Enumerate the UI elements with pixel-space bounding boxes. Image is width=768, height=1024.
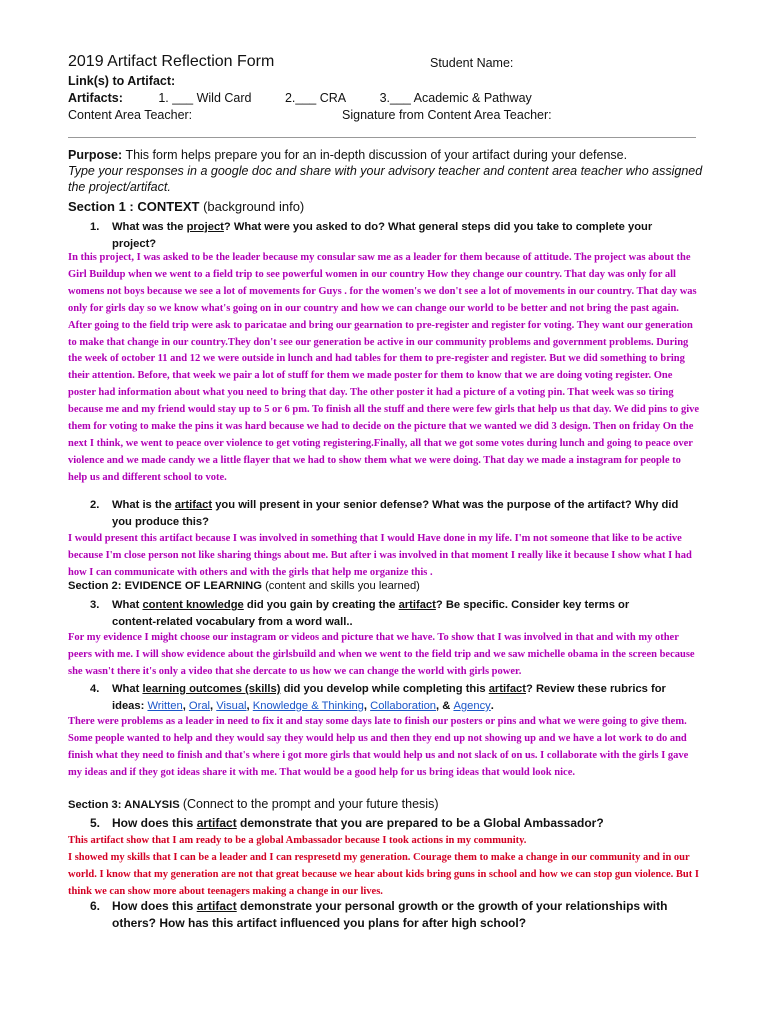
links-to-artifact-label: Link(s) to Artifact: (68, 74, 176, 88)
artifacts-row (68, 91, 562, 105)
question-number: 3. (90, 599, 100, 611)
purpose-text: This form helps prepare you for an in-depth discussion of your artifact during your defense. (125, 148, 628, 162)
question-number: 4. (90, 683, 100, 695)
question-number: 6. (90, 899, 101, 913)
form-title: 2019 Artifact Reflection Form (68, 53, 275, 70)
section-1-heading (68, 199, 304, 214)
purpose-instructions: Type your responses in a google doc and share with your advisory teacher and content area teacher who assigned the project/artifact. (68, 164, 703, 194)
student-name-label: Student Name: (430, 56, 514, 70)
rubric-link-collaboration[interactable]: Collaboration (370, 700, 437, 712)
question-6: 6. How does this artifact demonstrate your personal growth or the growth of your relationships with others? How has this artifact influenced you plans for after high school? (90, 899, 668, 930)
artifact-option-wild-card: 1. ___ Wild Card (158, 91, 252, 105)
rubric-link-written[interactable]: Written (147, 700, 183, 712)
purpose-block (68, 147, 708, 195)
divider (68, 137, 696, 138)
section-3-title: Section 3: ANALYSIS (68, 799, 180, 811)
section-3-heading (68, 797, 439, 811)
answer-1: In this project, I was asked to be the leader because my consular saw me as a leader for them because of attitude. The project was about the Girl Buildup when we went to a field trip to see powerful women in our country How they change our country. That day was only for all womens not boys because we see a lot of movements for Guys . for the women's we don't see a lot of movements in our country. That day was only for girls day so we know what's going on in our country and how we can change our world to be better and not bring the past again. After going to the field trip were ask to paricatae and bring our gearnation to pre-register and register for voting. They want our generation to make that change in our country.They don't see our generation be active in our community problems and government problems. During the week of october 11 and 12 we were outside in lunch and had tables for them to pre-register and register. But we did something to bring their attention. Before, that week we pair a lot of stuff for them we made poster for them to know that we are doing voting register. One poster had information about what you need to bring that day. The other poster it had a picture of a voting pin. That week was so tiring because me and my friend would stay up to 5 or 6 pm. To finish all the stuff and there were few girls that help us that day. We did pins to give them for voting to make the pins it was hard because we had to decide on the picture that we wanted we did 3 design. Then on friday On the next I think, we went to peace over violence to get voting registering.Finally, all that we got some votes during lunch and going to peace over violence and we made candy we a little flayer that we had to show them what we were doing. That day we made a instagram for people to help us and different school to vote. (68, 252, 700, 483)
answer-2: I would present this artifact because I was involved in something that I would Have done in my life. I'm not someone that like to be active because I'm close person not like sharing things about me. But after i was involved in that moment I really like it because I show what I had how I can communicate with others and with the girls that help me organize this . (68, 533, 692, 578)
answer-5: I showed my skills that I can be a leader and I can respresetd my generation. Courage them to make a change in our community and in our world. I know that my generation are not that great because we hear about kids bring guns in school and how we can stop gun violence. But I think we can show more about teenagers making a change in our lives. (68, 852, 699, 897)
purpose-label: Purpose: (68, 148, 123, 162)
question-number: 5. (90, 816, 101, 830)
signature-label: Signature from Content Area Teacher: (342, 108, 552, 122)
section-1-title: Section 1 : CONTEXT (68, 199, 200, 214)
artifact-option-academic-pathway: 3.___ Academic & Pathway (379, 91, 532, 105)
section-3-subtitle: (Connect to the prompt and your future thesis) (182, 797, 439, 811)
answer-4: There were problems as a leader in need to fix it and stay some days late to finish our posters or pins and what we were going to give them. Some people wanted to help and they would say they would help us and then they end up not showing up and we have a lot work to do and finish what they need to finish and that's where i got more girls that would help us and not slack of on us. I collaborate with the girls I gave my ideas and if they got ideas share it with me. That would be a good help for us bring ideas that would look nice. (68, 716, 689, 778)
section-2-subtitle: (content and skills you learned) (265, 580, 420, 592)
question-5: 5. How does this artifact demonstrate that you are prepared to be a Global Ambassador? (90, 816, 604, 830)
answer-3: For my evidence I might choose our instagram or videos and picture that we have. To show that I was involved in that and with my other peers with me. I will show evidence about the girlsbuild and when we went to the field trip and we saw michelle obama in the screen because she wasn't there it's only a video that she dercate to us how we can change the world with girls power. (68, 632, 695, 677)
rubric-link-knowledge-thinking[interactable]: Knowledge & Thinking (252, 700, 364, 712)
rubric-link-oral[interactable]: Oral (188, 700, 211, 712)
section-2-title: Section 2: EVIDENCE OF LEARNING (68, 580, 262, 592)
question-4: 4. What learning outcomes (skills) did you develop while completing this artifact? Review these rubrics for ideas: Written, Oral, Visual, Knowledge & Thinking, Collaboration, & Agency. (90, 683, 666, 712)
question-number: 1. (90, 221, 100, 233)
section-1-subtitle: (background info) (203, 199, 305, 214)
question-number: 2. (90, 499, 100, 511)
rubric-link-visual[interactable]: Visual (216, 700, 247, 712)
question-1: 1. What was the project? What were you asked to do? What general steps did you take to complete your project? (90, 221, 653, 250)
content-area-teacher-label: Content Area Teacher: (68, 108, 193, 122)
rubric-link-agency[interactable]: Agency (453, 700, 491, 712)
question-3: 3. What content knowledge did you gain by creating the artifact? Be specific. Consider key terms or content-related vocabulary from a word wall.. (90, 599, 630, 628)
section-2-heading (68, 580, 420, 592)
question-2: 2. What is the artifact you will present in your senior defense? What was the purpose of the artifact? Why did you produce this? (90, 499, 679, 528)
artifacts-label: Artifacts: (68, 91, 123, 105)
artifact-option-cra: 2.___ CRA (284, 91, 347, 105)
answer-5-intro: This artifact show that I am ready to be a global Ambassador because I took actions in my community. (68, 835, 527, 846)
